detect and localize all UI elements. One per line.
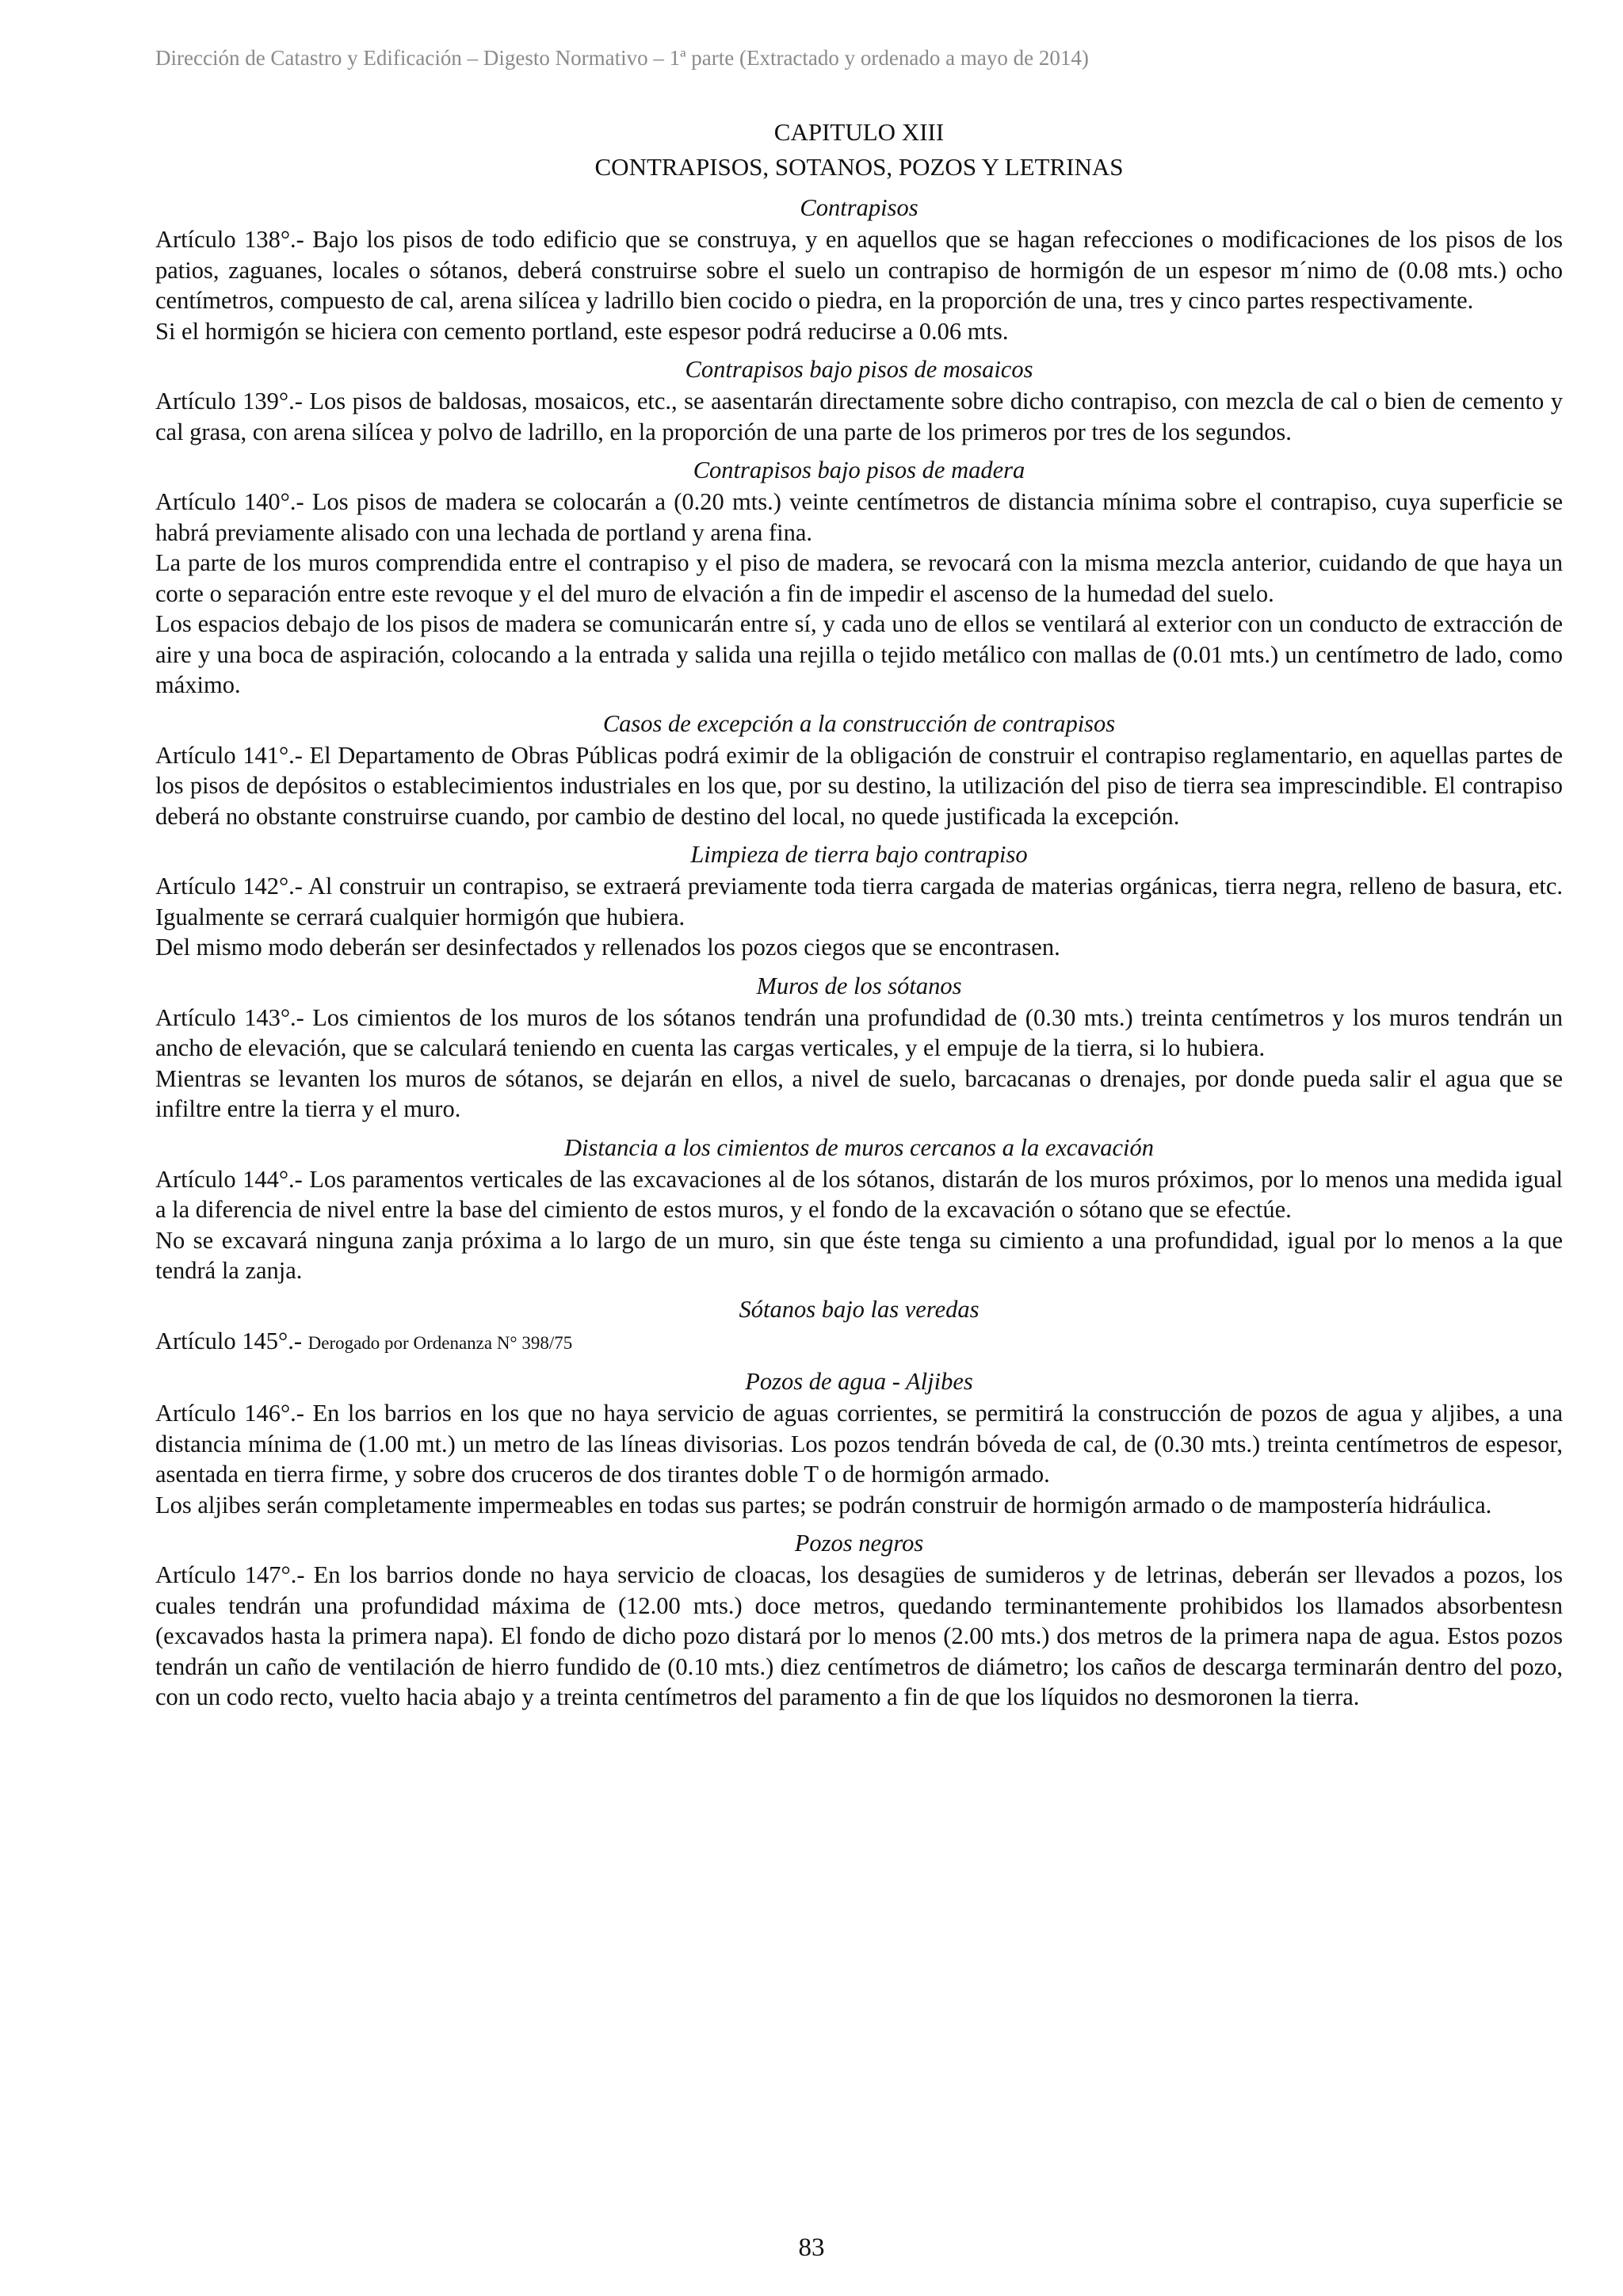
section-heading-pozos-negros: Pozos negros — [794, 1530, 924, 1557]
section-heading-madera: Contrapisos bajo pisos de madera — [693, 457, 1025, 483]
article-141: Artículo 141°.- El Departamento de Obras Públicas podrá eximir de la obligación de construir el contrapiso reglamentario, en aquellas partes de los pisos de depósitos o establecimientos industriales en los que, por su destino, la utilización del piso de tierra sea imprescindible. El contrapiso deberá no obstante construirse cuando, por cambio de destino del local, no quede justificada la excepción. — [155, 741, 1563, 830]
article-145-label: Artículo 145°.- — [155, 1327, 302, 1354]
page-body — [155, 115, 1563, 1713]
section-heading-excepcion: Casos de excepción a la construcción de contrapisos — [602, 709, 1116, 737]
section-heading-distancia-cimientos: Distancia a los cimientos de muros cercanos a la excavación — [564, 1133, 1154, 1161]
section-heading-mosaicos: Contrapisos bajo pisos de mosaicos — [685, 356, 1033, 383]
section-heading-muros-sotanos: Muros de los sótanos — [756, 972, 962, 999]
article-142: Artículo 142°.- Al construir un contrapiso, se extraerá previamente toda tierra cargada de materias orgánicas, tierra negra, relleno de basura, etc. Igualmente se cerrará cualquier hormigón que hubiera. — [155, 873, 1563, 930]
article-139: Artículo 139°.- Los pisos de baldosas, mosaicos, etc., se aasentarán directamente sobre dicho contrapiso, con mezcla de cal o bien de cemento y cal grasa, con arena silícea y polvo de ladrillo, en la proporción de una parte de los primeros por tres de los segundos. — [155, 388, 1563, 445]
article-145 — [155, 1326, 1563, 1359]
article-146: Artículo 146°.- En los barrios en los que no haya servicio de aguas corrientes, se permitirá la construcción de pozos de agua y aljibes, a una distancia mínima de (1.00 mt.) un metro de las líneas divisorias. Los pozos tendrán bóveda de cal, de (0.30 mts.) treinta centímetros de espesor, asentada en tierra firme, y sobre dos cruceros de dos tirantes doble T o de hormigón armado. — [155, 1400, 1563, 1488]
section-heading-pozos-agua: Pozos de agua - Aljibes — [745, 1368, 973, 1395]
article-142-paragraph-2: Del mismo modo deberán ser desinfectados y rellenados los pozos ciegos que se encontrasen. — [155, 934, 1060, 961]
page-number: 83 — [798, 2233, 825, 2262]
chapter-title: CONTRAPISOS, SOTANOS, POZOS Y LETRINAS — [594, 153, 1124, 181]
section-heading-sotanos-veredas: Sótanos bajo las veredas — [739, 1295, 980, 1323]
article-140: Artículo 140°.- Los pisos de madera se colocarán a (0.20 mts.) veinte centímetros de distancia mínima sobre el contrapiso, cuya superficie se habrá previamente alisado con una lechada de portland y arena fina. — [155, 488, 1563, 546]
article-143-paragraph-2: Mientras se levanten los muros de sótanos, se dejarán en ellos, a nivel de suelo, barcacanas o drenajes, por donde pueda salir el agua que se infiltre entre la tierra y el muro. — [155, 1064, 1563, 1122]
section-heading-limpieza: Limpieza de tierra bajo contrapiso — [690, 841, 1028, 868]
article-144-paragraph-2: No se excavará ninguna zanja próxima a lo largo de un muro, sin que éste tenga su cimiento a una profundidad, igual por lo menos a la que tendrá la zanja. — [155, 1226, 1563, 1284]
article-140-paragraph-2: La parte de los muros comprendida entre el contrapiso y el piso de madera, se revocará con la misma mezcla anterior, cuidando de que haya un corte o separación entre este revoque y el del muro de elvación a fin de impedir el ascenso de la humedad del suelo. — [155, 549, 1563, 607]
section-heading-contrapisos: Contrapisos — [800, 194, 918, 221]
article-138: Artículo 138°.- Bajo los pisos de todo edificio que se construya, y en aquellos que se hagan refecciones o modificaciones de los pisos de los patios, zaguanes, locales o sótanos, deberá construirse sobre el suelo un contrapiso de hormigón de un espesor m´nimo de (0.08 mts.) ocho centímetros, compuesto de cal, arena silícea y ladrillo bien cocido o piedra, en la proporción de una, tres y cinco partes respectivamente. — [155, 226, 1563, 314]
article-145-note: Derogado por Ordenanza N° 398/75 — [307, 1332, 573, 1353]
chapter-number: CAPITULO XIII — [773, 118, 945, 146]
article-138-paragraph-2: Si el hormigón se hiciera con cemento portland, este espesor podrá reducirse a 0.06 mts. — [155, 317, 1009, 345]
article-146-paragraph-2: Los aljibes serán completamente impermeables en todas sus partes; se podrán construir de hormigón armado o de mampostería hidráulica. — [155, 1491, 1492, 1519]
article-140-paragraph-3: Los espacios debajo de los pisos de madera se comunicarán entre sí, y cada uno de ellos se ventilará al exterior con un conducto de extracción de aire y una boca de aspiración, colocando a la entrada y salida una rejilla o tejido metálico con mallas de (0.01 mts.) un centímetro de lado, como máximo. — [155, 610, 1563, 698]
article-147: Artículo 147°.- En los barrios donde no haya servicio de cloacas, los desagües de sumideros y de letrinas, deberán ser llevados a pozos, los cuales tendrán una profundidad máxima de (12.00 mts.) doce metros, quedando terminantemente prohibidos los llamados absorbentesn (excavados hasta la primera napa). El fondo de dicho pozo distará por lo menos (2.00 mts.) dos metros de la primera napa de agua. Estos pozos tendrán un caño de ventilación de hierro fundido de (0.10 mts.) diez centímetros de diámetro; los caños de descarga terminarán dentro del pozo, con un codo recto, vuelto hacia abajo y a treinta centímetros del paramento a fin de que los líquidos no desmoronen la tierra. — [155, 1561, 1563, 1710]
article-143: Artículo 143°.- Los cimientos de los muros de los sótanos tendrán una profundidad de (0.30 mts.) treinta centímetros y los muros tendrán un ancho de elevación, que se calculará teniendo en cuenta las cargas verticales, y el empuje de la tierra, si lo hubiera. — [155, 1003, 1563, 1061]
running-header: Dirección de Catastro y Edificación – Digesto Normativo – 1ª parte (Extractado y ordenado a mayo de 2014) — [155, 46, 1089, 70]
article-144: Artículo 144°.- Los paramentos verticales de las excavaciones al de los sótanos, distarán de los muros próximos, por lo menos una medida igual a la diferencia de nivel entre la base del cimiento de estos muros, y el fondo de la excavación o sótano que se efectúe. — [155, 1165, 1563, 1223]
